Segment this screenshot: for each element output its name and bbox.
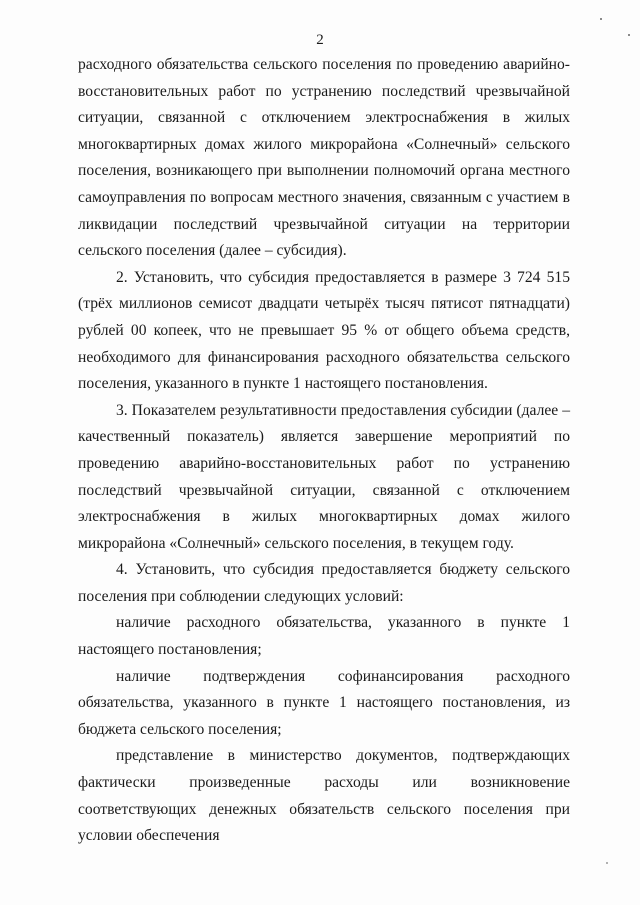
paragraph-3-performance-indicator: 3. Показателем результативности предоставления субсидии (далее – качественный показатель) является завершение мероприятий по проведению аварийно-восстановительных работ по устранению последствий чрезвычайной ситуации, связанной с отключением электроснабжения в жилых многоквартирных домах жилого микрорайона «Солнечный» сельского поселения, в текущем году. xyxy=(78,401,570,552)
paragraph-2-subsidy-amount: 2. Установить, что субсидия предоставляется в размере 3 724 515 (трёх миллионов семисот двадцати четырёх тысяч пятисот пятнадцати) рублей 00 копеек, что не превышает 95 % от общего объема средств, необходимого для финансирования расходного обязательства сельского поселения, указанного в пункте 1 настоящего постановления. xyxy=(78,268,570,393)
scan-speck xyxy=(606,862,608,864)
scan-speck xyxy=(600,18,602,20)
paragraph-subsidy-purpose: расходного обязательства сельского поселения по проведению аварийно-восстановительных работ по устранению последствий чрезвычайной ситуации, связанной с отключением электроснабжения в жилых многоквартирных домах жилого микрорайона «Солнечный» сельского поселения, возникающего при выполнении полномочий органа местного самоуправления по вопросам местного значения, связанным с участием в ликвидации последствий чрезвычайной ситуации на территории сельского поселения (далее – субсидия). xyxy=(78,56,570,260)
condition-documents: представление в министерство документов, подтверждающих фактически произведенные расходы или возникновение соответствующих денежных обязательств сельского поселения при условии обеспечения xyxy=(78,747,570,845)
document-body xyxy=(78,52,570,850)
page-number: 2 xyxy=(316,32,324,48)
scan-speck xyxy=(628,34,630,36)
condition-obligation: наличие расходного обязательства, указанного в пункте 1 настоящего постановления; xyxy=(78,614,570,659)
condition-cofinancing: наличие подтверждения софинансирования расходного обязательства, указанного в пункте 1 настоящего постановления, из бюджета сельского поселения; xyxy=(78,667,570,738)
paragraph-4-conditions: 4. Установить, что субсидия предоставляется бюджету сельского поселения при соблюдении следующих условий: xyxy=(78,561,570,605)
